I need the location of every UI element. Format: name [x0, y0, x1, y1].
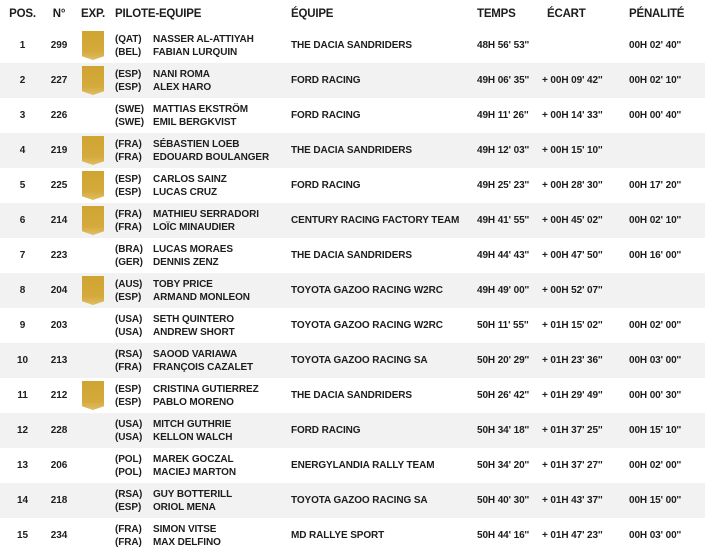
drivers-cell	[113, 208, 290, 234]
driver-line	[115, 536, 290, 549]
driver-country-code: (FRA)	[115, 151, 142, 163]
driver-name: ALEX HARO	[153, 81, 211, 93]
driver-country-code: (ESP)	[115, 501, 142, 513]
position-value: 15	[17, 530, 28, 541]
position-value: 5	[19, 180, 26, 191]
drivers-cell	[113, 453, 290, 479]
driver-line	[115, 186, 290, 199]
driver-line	[115, 348, 290, 361]
team-name: THE DACIA SANDRIDERS	[291, 390, 412, 401]
driver-line	[115, 523, 290, 536]
total-time: 48H 56' 53''	[477, 40, 530, 51]
driver-name: SIMON VITSE	[153, 523, 217, 535]
total-time: 50H 11' 55''	[477, 320, 529, 331]
team-name: TOYOTA GAZOO RACING SA	[291, 355, 428, 366]
driver-line	[115, 431, 290, 444]
penalty-value: 00H 02' 00''	[629, 320, 682, 331]
exp-cell	[73, 206, 113, 235]
driver-name: LUCAS CRUZ	[153, 186, 217, 198]
driver-line	[115, 466, 290, 479]
car-number: 227	[50, 75, 68, 86]
driver-country-code: (FRA)	[115, 361, 142, 373]
driver-name: MAREK GOCZAL	[153, 453, 234, 465]
team-name: TOYOTA GAZOO RACING W2RC	[291, 285, 443, 296]
drivers-cell	[113, 488, 290, 514]
drivers-cell	[113, 348, 290, 374]
driver-country-code: (FRA)	[115, 138, 142, 150]
driver-line	[115, 396, 290, 409]
position-value: 6	[19, 215, 26, 226]
car-number: 214	[50, 215, 68, 226]
penalty-value: 00H 03' 00''	[629, 530, 682, 541]
table-header-row	[0, 0, 705, 28]
driver-name: KELLON WALCH	[153, 431, 233, 443]
results-table-body	[0, 28, 705, 553]
driver-country-code: (USA)	[115, 431, 143, 443]
table-row	[0, 238, 705, 273]
position-value: 10	[17, 355, 28, 366]
driver-name: NASSER AL-ATTIYAH	[153, 33, 254, 45]
driver-name: EDOUARD BOULANGER	[153, 151, 270, 163]
drivers-cell	[113, 243, 290, 269]
exp-badge-icon	[82, 66, 104, 95]
team-name: THE DACIA SANDRIDERS	[291, 250, 412, 261]
header-car-number: N°	[52, 8, 66, 20]
header-equipe: ÉQUIPE	[291, 8, 334, 20]
driver-country-code: (RSA)	[115, 488, 143, 500]
exp-cell	[73, 276, 113, 305]
driver-name: MATHIEU SERRADORI	[153, 208, 259, 220]
gap-value: + 00H 28' 30''	[542, 180, 603, 191]
driver-line	[115, 291, 290, 304]
driver-name: SETH QUINTERO	[153, 313, 234, 325]
penalty-value: 00H 15' 10''	[629, 425, 682, 436]
table-row	[0, 168, 705, 203]
driver-line	[115, 33, 290, 46]
driver-name: ANDREW SHORT	[153, 326, 235, 338]
table-row	[0, 308, 705, 343]
driver-line	[115, 151, 290, 164]
driver-country-code: (SWE)	[115, 116, 144, 128]
driver-line	[115, 116, 290, 129]
driver-country-code: (POL)	[115, 453, 142, 465]
penalty-value: 00H 17' 20''	[629, 180, 682, 191]
position-value: 12	[17, 425, 28, 436]
driver-name: FABIAN LURQUIN	[153, 46, 238, 58]
gap-value: + 01H 43' 37''	[542, 495, 603, 506]
driver-country-code: (USA)	[115, 418, 143, 430]
gap-value: + 01H 15' 02''	[542, 320, 603, 331]
drivers-cell	[113, 418, 290, 444]
driver-line	[115, 208, 290, 221]
driver-line	[115, 103, 290, 116]
penalty-value: 00H 15' 00''	[629, 495, 682, 506]
driver-line	[115, 501, 290, 514]
total-time: 50H 26' 42''	[477, 390, 530, 401]
driver-country-code: (SWE)	[115, 103, 144, 115]
header-temps: TEMPS	[477, 8, 516, 20]
driver-line	[115, 278, 290, 291]
table-row	[0, 203, 705, 238]
team-name: FORD RACING	[291, 425, 361, 436]
drivers-cell	[113, 68, 290, 94]
header-penalite: PÉNALITÉ	[629, 8, 685, 20]
gap-value: + 00H 52' 07''	[542, 285, 603, 296]
driver-name: LUCAS MORAES	[153, 243, 233, 255]
exp-badge-icon	[82, 381, 104, 410]
gap-value: + 00H 47' 50''	[542, 250, 603, 261]
driver-line	[115, 68, 290, 81]
driver-name: TOBY PRICE	[153, 278, 213, 290]
gap-value: + 01H 23' 36''	[542, 355, 603, 366]
total-time: 50H 44' 16''	[477, 530, 530, 541]
table-row	[0, 133, 705, 168]
position-value: 4	[19, 145, 26, 156]
total-time: 50H 34' 20''	[477, 460, 530, 471]
driver-name: CRISTINA GUTIERREZ	[153, 383, 259, 395]
car-number: 225	[50, 180, 68, 191]
position-value: 9	[19, 320, 26, 331]
team-name: FORD RACING	[291, 75, 361, 86]
driver-name: NANI ROMA	[153, 68, 210, 80]
driver-country-code: (RSA)	[115, 348, 143, 360]
driver-line	[115, 81, 290, 94]
driver-country-code: (GER)	[115, 256, 143, 268]
driver-name: MATTIAS EKSTRÖM	[153, 103, 248, 115]
table-row	[0, 98, 705, 133]
car-number: 234	[50, 530, 68, 541]
driver-name: GUY BOTTERILL	[153, 488, 233, 500]
table-row	[0, 448, 705, 483]
team-name: TOYOTA GAZOO RACING W2RC	[291, 320, 443, 331]
driver-country-code: (AUS)	[115, 278, 143, 290]
total-time: 49H 06' 35''	[477, 75, 530, 86]
team-name: TOYOTA GAZOO RACING SA	[291, 495, 428, 506]
driver-country-code: (ESP)	[115, 186, 142, 198]
car-number: 219	[50, 145, 68, 156]
driver-country-code: (ESP)	[115, 383, 142, 395]
drivers-cell	[113, 313, 290, 339]
car-number: 299	[50, 40, 68, 51]
driver-name: PABLO MORENO	[153, 396, 234, 408]
position-value: 8	[19, 285, 26, 296]
team-name: THE DACIA SANDRIDERS	[291, 145, 412, 156]
driver-country-code: (BEL)	[115, 46, 142, 58]
driver-country-code: (BRA)	[115, 243, 143, 255]
car-number: 228	[50, 425, 68, 436]
team-name: FORD RACING	[291, 110, 361, 121]
penalty-value: 00H 00' 30''	[629, 390, 682, 401]
team-name: MD RALLYE SPORT	[291, 530, 385, 541]
total-time: 49H 11' 26''	[477, 110, 529, 121]
driver-name: SAOOD VARIAWA	[153, 348, 238, 360]
gap-value: + 01H 47' 23''	[542, 530, 603, 541]
penalty-value: 00H 02' 00''	[629, 460, 682, 471]
table-row	[0, 413, 705, 448]
position-value: 11	[17, 390, 28, 401]
total-time: 50H 20' 29''	[477, 355, 530, 366]
team-name: CENTURY RACING FACTORY TEAM	[291, 215, 460, 226]
header-pilote-equipe: PILOTE-EQUIPE	[115, 8, 202, 20]
driver-line	[115, 361, 290, 374]
driver-line	[115, 138, 290, 151]
driver-name: ARMAND MONLEON	[153, 291, 250, 303]
car-number: 226	[50, 110, 68, 121]
total-time: 49H 12' 03''	[477, 145, 530, 156]
driver-line	[115, 256, 290, 269]
driver-name: CARLOS SAINZ	[153, 173, 227, 185]
driver-country-code: (ESP)	[115, 396, 142, 408]
gap-value: + 01H 29' 49''	[542, 390, 603, 401]
penalty-value: 00H 02' 10''	[629, 215, 682, 226]
exp-cell	[73, 171, 113, 200]
driver-name: DENNIS ZENZ	[153, 256, 219, 268]
driver-name: MITCH GUTHRIE	[153, 418, 232, 430]
car-number: 218	[50, 495, 68, 506]
table-row	[0, 28, 705, 63]
header-exp: EXP.	[81, 8, 105, 20]
drivers-cell	[113, 383, 290, 409]
table-row	[0, 378, 705, 413]
exp-cell	[73, 381, 113, 410]
table-row	[0, 343, 705, 378]
exp-badge-icon	[82, 136, 104, 165]
exp-badge-icon	[82, 206, 104, 235]
driver-country-code: (POL)	[115, 466, 142, 478]
driver-line	[115, 326, 290, 339]
gap-value: + 01H 37' 27''	[542, 460, 603, 471]
total-time: 50H 40' 30''	[477, 495, 530, 506]
drivers-cell	[113, 173, 290, 199]
gap-value: + 00H 15' 10''	[542, 145, 603, 156]
penalty-value: 00H 02' 40''	[629, 40, 682, 51]
driver-line	[115, 313, 290, 326]
drivers-cell	[113, 278, 290, 304]
driver-line	[115, 383, 290, 396]
position-value: 2	[19, 75, 26, 86]
gap-value: + 00H 09' 42''	[542, 75, 603, 86]
header-ecart: ÉCART	[547, 8, 586, 20]
driver-country-code: (USA)	[115, 313, 143, 325]
car-number: 223	[50, 250, 68, 261]
driver-country-code: (FRA)	[115, 208, 142, 220]
table-row	[0, 483, 705, 518]
driver-country-code: (FRA)	[115, 536, 142, 548]
penalty-value: 00H 16' 00''	[629, 250, 682, 261]
position-value: 3	[19, 110, 26, 121]
driver-country-code: (ESP)	[115, 291, 142, 303]
position-value: 7	[19, 250, 26, 261]
driver-country-code: (QAT)	[115, 33, 142, 45]
driver-country-code: (ESP)	[115, 81, 142, 93]
car-number: 203	[50, 320, 68, 331]
table-row	[0, 63, 705, 98]
total-time: 50H 34' 18''	[477, 425, 530, 436]
penalty-value: 00H 02' 10''	[629, 75, 682, 86]
car-number: 206	[50, 460, 68, 471]
penalty-value: 00H 00' 40''	[629, 110, 682, 121]
driver-line	[115, 243, 290, 256]
driver-country-code: (ESP)	[115, 173, 142, 185]
driver-name: LOÏC MINAUDIER	[153, 221, 235, 233]
car-number: 212	[50, 390, 68, 401]
exp-badge-icon	[82, 171, 104, 200]
driver-line	[115, 453, 290, 466]
driver-line	[115, 418, 290, 431]
drivers-cell	[113, 33, 290, 59]
car-number: 204	[50, 285, 68, 296]
total-time: 49H 25' 23''	[477, 180, 530, 191]
drivers-cell	[113, 523, 290, 549]
driver-name: MACIEJ MARTON	[153, 466, 236, 478]
penalty-value: 00H 03' 00''	[629, 355, 682, 366]
driver-country-code: (FRA)	[115, 221, 142, 233]
driver-name: FRANÇOIS CAZALET	[153, 361, 254, 373]
header-position: POS.	[9, 8, 36, 20]
exp-badge-icon	[82, 276, 104, 305]
driver-country-code: (USA)	[115, 326, 143, 338]
total-time: 49H 49' 00''	[477, 285, 530, 296]
team-name: FORD RACING	[291, 180, 361, 191]
gap-value: + 00H 45' 02''	[542, 215, 603, 226]
position-value: 1	[19, 40, 26, 51]
team-name: ENERGYLANDIA RALLY TEAM	[291, 460, 435, 471]
position-value: 13	[17, 460, 28, 471]
exp-cell	[73, 31, 113, 60]
table-row	[0, 518, 705, 553]
driver-country-code: (ESP)	[115, 68, 142, 80]
driver-line	[115, 488, 290, 501]
exp-cell	[73, 136, 113, 165]
car-number: 213	[50, 355, 68, 366]
gap-value: + 00H 14' 33''	[542, 110, 603, 121]
exp-cell	[73, 66, 113, 95]
driver-country-code: (FRA)	[115, 523, 142, 535]
driver-name: EMIL BERGKVIST	[153, 116, 237, 128]
drivers-cell	[113, 138, 290, 164]
drivers-cell	[113, 103, 290, 129]
position-value: 14	[17, 495, 28, 506]
table-row	[0, 273, 705, 308]
driver-line	[115, 221, 290, 234]
exp-badge-icon	[82, 31, 104, 60]
total-time: 49H 41' 55''	[477, 215, 530, 226]
driver-name: ORIOL MENA	[153, 501, 216, 513]
driver-line	[115, 173, 290, 186]
driver-line	[115, 46, 290, 59]
gap-value: + 01H 37' 25''	[542, 425, 603, 436]
team-name: THE DACIA SANDRIDERS	[291, 40, 412, 51]
driver-name: SÉBASTIEN LOEB	[153, 138, 240, 150]
driver-name: MAX DELFINO	[153, 536, 221, 548]
total-time: 49H 44' 43''	[477, 250, 530, 261]
